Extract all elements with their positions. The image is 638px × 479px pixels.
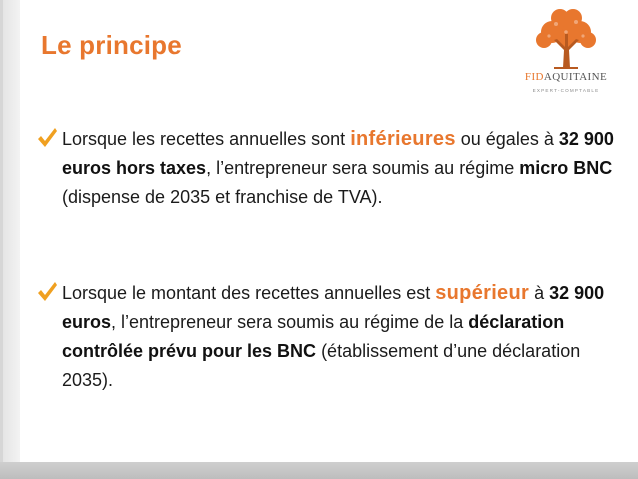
tree-logo-icon <box>516 6 616 72</box>
bullet-2-bold-2: déclaration contrôlée prévu pour les BNC <box>62 312 565 361</box>
bullet-1-highlight: inférieures <box>350 128 456 150</box>
bullet-1-text-2: ou égales à <box>455 129 559 149</box>
bullet-2-text-2: à <box>529 283 550 303</box>
logo-wordmark <box>521 71 611 83</box>
bullet-2-highlight: supérieur <box>435 282 530 304</box>
bullet-2 <box>62 279 622 395</box>
bullet-2-bold-1: 32 900 euros <box>62 283 605 332</box>
logo-name-part1: FID <box>524 71 544 83</box>
bullet-2-text-1: Lorsque le montant des recettes annuelles est <box>62 283 436 303</box>
footer-band <box>0 462 638 479</box>
slide-title: Le principe <box>41 30 182 60</box>
logo-subtitle: EXPERT-COMPTABLE <box>532 88 600 93</box>
bullet-1 <box>62 125 622 212</box>
checkmark-icon <box>36 126 58 150</box>
bullet-1-text-1: Lorsque les recettes annuelles sont <box>62 129 351 149</box>
bullet-1-text-3: , l’entrepreneur sera soumis au régime <box>206 158 520 178</box>
bullet-1-bold-1: 32 900 euros hors taxes <box>62 129 614 178</box>
checkmark-icon <box>36 280 58 304</box>
bullet-1-bold-2: micro BNC <box>519 158 613 178</box>
left-decorative-bar <box>0 0 20 479</box>
left-accent-line <box>0 0 3 479</box>
bullet-2-text-4: (établissement d’une déclaration 2035). <box>62 341 581 390</box>
company-logo <box>516 6 616 106</box>
bullet-2-text-3: , l’entrepreneur sera soumis au régime de la <box>111 312 469 332</box>
bullet-1-text-4: (dispense de 2035 et franchise de TVA). <box>62 187 383 207</box>
logo-name-part2: AQUITAINE <box>543 71 608 83</box>
